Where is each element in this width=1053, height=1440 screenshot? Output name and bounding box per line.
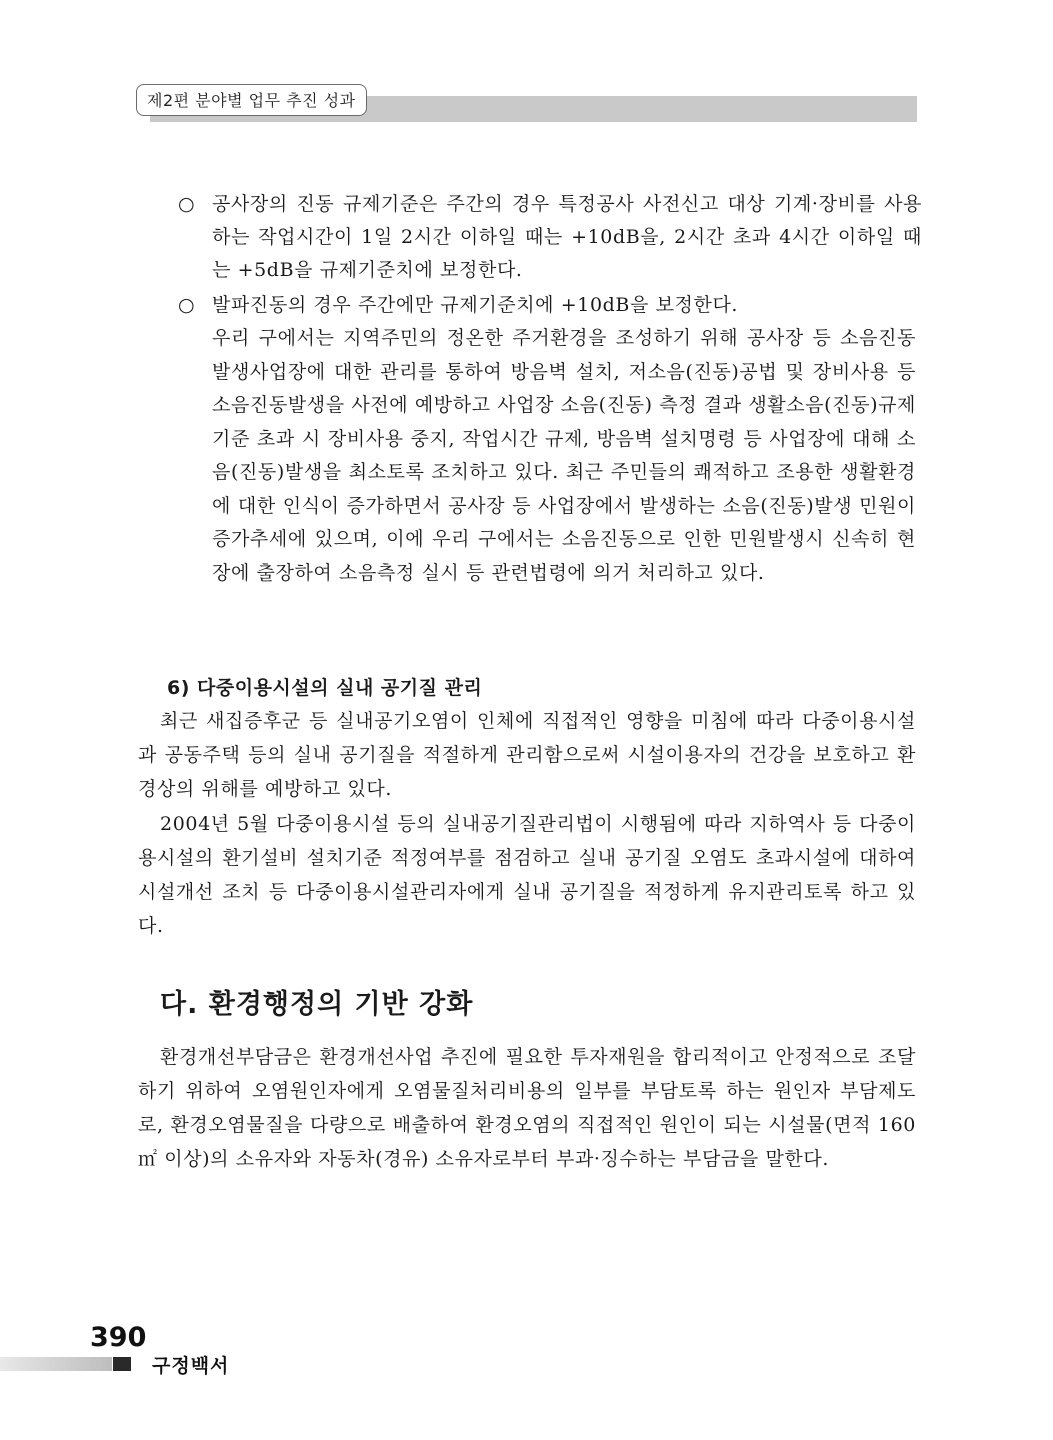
- paragraph: 최근 새집증후군 등 실내공기오염이 인체에 직접적인 영향을 미침에 따라 다중이용시설과 공동주택 등의 실내 공기질을 적절하게 관리함으로써 시설이용자의 건강을 보호하고 환경상의 위해를 예방하고 있다.: [138, 710, 916, 800]
- bullet-text: 공사장의 진동 규제기준은 주간의 경우 특정공사 사전신고 대상 기계·장비를 사용하는 작업시간이 1일 2시간 이하일 때는 +10dB을, 2시간 초과 4시간 이하일 때는 +5dB을 규제기준치에 보정한다.: [212, 193, 922, 281]
- chapter-header: 제2편 분야별 업무 추진 성과: [136, 84, 367, 116]
- bullet-circle-icon: ○: [178, 294, 196, 316]
- footer-bar: [0, 1357, 112, 1371]
- footer-square-icon: [113, 1357, 131, 1371]
- paragraph: 환경개선부담금은 환경개선사업 추진에 필요한 투자재원을 합리적이고 안정적으로 조달하기 위하여 오염원인자에게 오염물질처리비용의 일부를 부담토록 하는 원인자 부담제도로, 환경오염물질을 다량으로 배출하여 환경오염의 직접적인 원인이 되는 시설물(면적 160㎡ 이상)의 소유자와 자동차(경유) 소유자로부터 부과·징수하는 부담금을 말한다.: [138, 1046, 916, 1170]
- page-number: 390: [90, 1322, 147, 1353]
- paragraph: 2004년 5월 다중이용시설 등의 실내공기질관리법이 시행됨에 따라 지하역사 등 다중이용시설의 환기설비 설치기준 적정여부를 점검하고 실내 공기질 오염도 초과시설에 대하여 시설개선 조치 등 다중이용시설관리자에게 실내 공기질을 적정하게 유지관리토록 하고 있다.: [138, 813, 916, 937]
- bullet-item: [178, 289, 922, 322]
- bullet-circle-icon: ○: [178, 193, 196, 215]
- noise-paragraph: 우리 구에서는 지역주민의 정온한 주거환경을 조성하기 위해 공사장 등 소음진동발생사업장에 대한 관리를 통하여 방음벽 설치, 저소음(진동)공법 및 장비사용 등 소음진동발생을 사전에 예방하고 사업장 소음(진동) 측정 결과 생활소음(진동)규제기준 초과 시 장비사용 중지, 작업시간 규제, 방음벽 설치명령 등 사업장에 대해 소음(진동)발생을 최소토록 조치하고 있다. 최근 주민들의 쾌적하고 조용한 생활환경에 대한 인식이 증가하면서 공사장 등 사업장에서 발생하는 소음(진동)발생 민원이 증가추세에 있으며, 이에 우리 구에서는 소음진동으로 인한 민원발생시 신속히 현장에 출장하여 소음측정 실시 등 관련법령에 의거 처리하고 있다.: [212, 327, 917, 584]
- section-heading-admin: 다. 환경행정의 기반 강화: [160, 989, 474, 1020]
- book-title: 구정백서: [152, 1355, 230, 1377]
- bullet-item: [178, 188, 922, 287]
- bullet-text: 발파진동의 경우 주간에만 규제기준치에 +10dB을 보정한다.: [212, 294, 739, 316]
- section-heading-air-quality: 6) 다중이용시설의 실내 공기질 관리: [167, 677, 483, 699]
